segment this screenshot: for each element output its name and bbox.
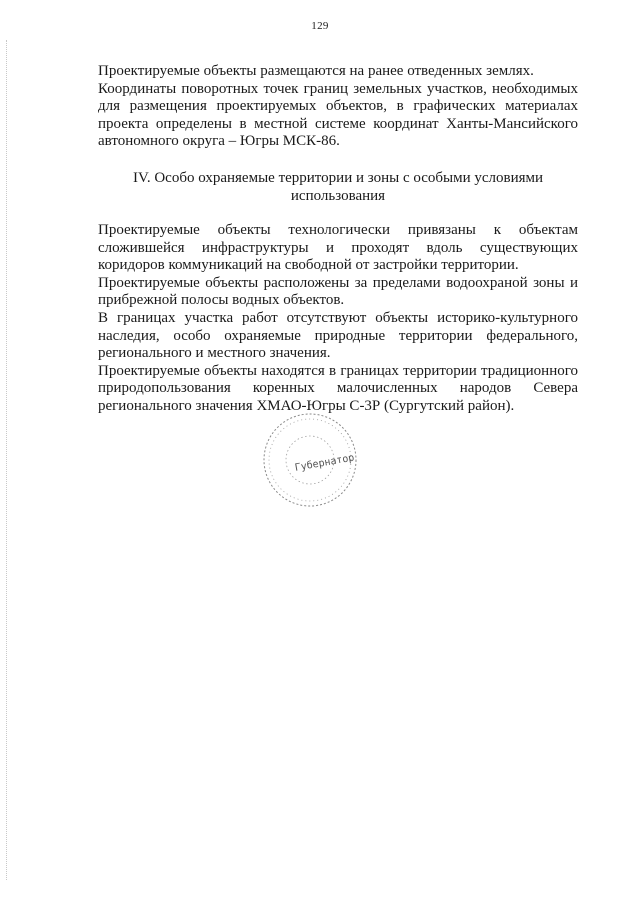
intro-paragraph-1: Проектируемые объекты размещаются на ранее отведенных землях. bbox=[98, 63, 534, 79]
section-heading: IV. Особо охраняемые территории и зоны с особыми условиями использования bbox=[132, 170, 544, 204]
section-iv-paragraph-3: В границах участка работ отсутствуют объекты историко-культурного наследия, особо охраняемые природные территории федерального, регионального и местного значения. bbox=[98, 309, 578, 362]
section-iv-paragraph-2: Проектируемые объекты расположены за пределами водоохраной зоны и прибрежной полосы водных объектов. bbox=[98, 274, 578, 309]
section-iv-paragraph-4: Проектируемые объекты находятся в границах территории традиционного природопользования коренных малочисленных народов Севера регионального значения ХМАО-Югры С-3Р (Сургутский район). bbox=[98, 362, 578, 414]
intro-paragraph-2: Координаты поворотных точек границ земельных участков, необходимых для размещения проектируемых объектов, в графических материалах проекта определены в местной системе координат Ханты-Мансийского автономного округа – Югры МСК-86. bbox=[98, 80, 578, 150]
left-margin-perforation bbox=[6, 40, 9, 880]
page-number: 129 bbox=[311, 20, 329, 32]
intro-text-block bbox=[98, 63, 578, 151]
stamp-text: Губернатор bbox=[294, 452, 356, 474]
section-iv-text-block bbox=[98, 222, 578, 416]
section-iv-paragraph-1: Проектируемые объекты технологически привязаны к объектам сложившейся инфраструктуры и проходят вдоль существующих коридоров коммуникаций на свободной от застройки территории. bbox=[98, 222, 578, 274]
